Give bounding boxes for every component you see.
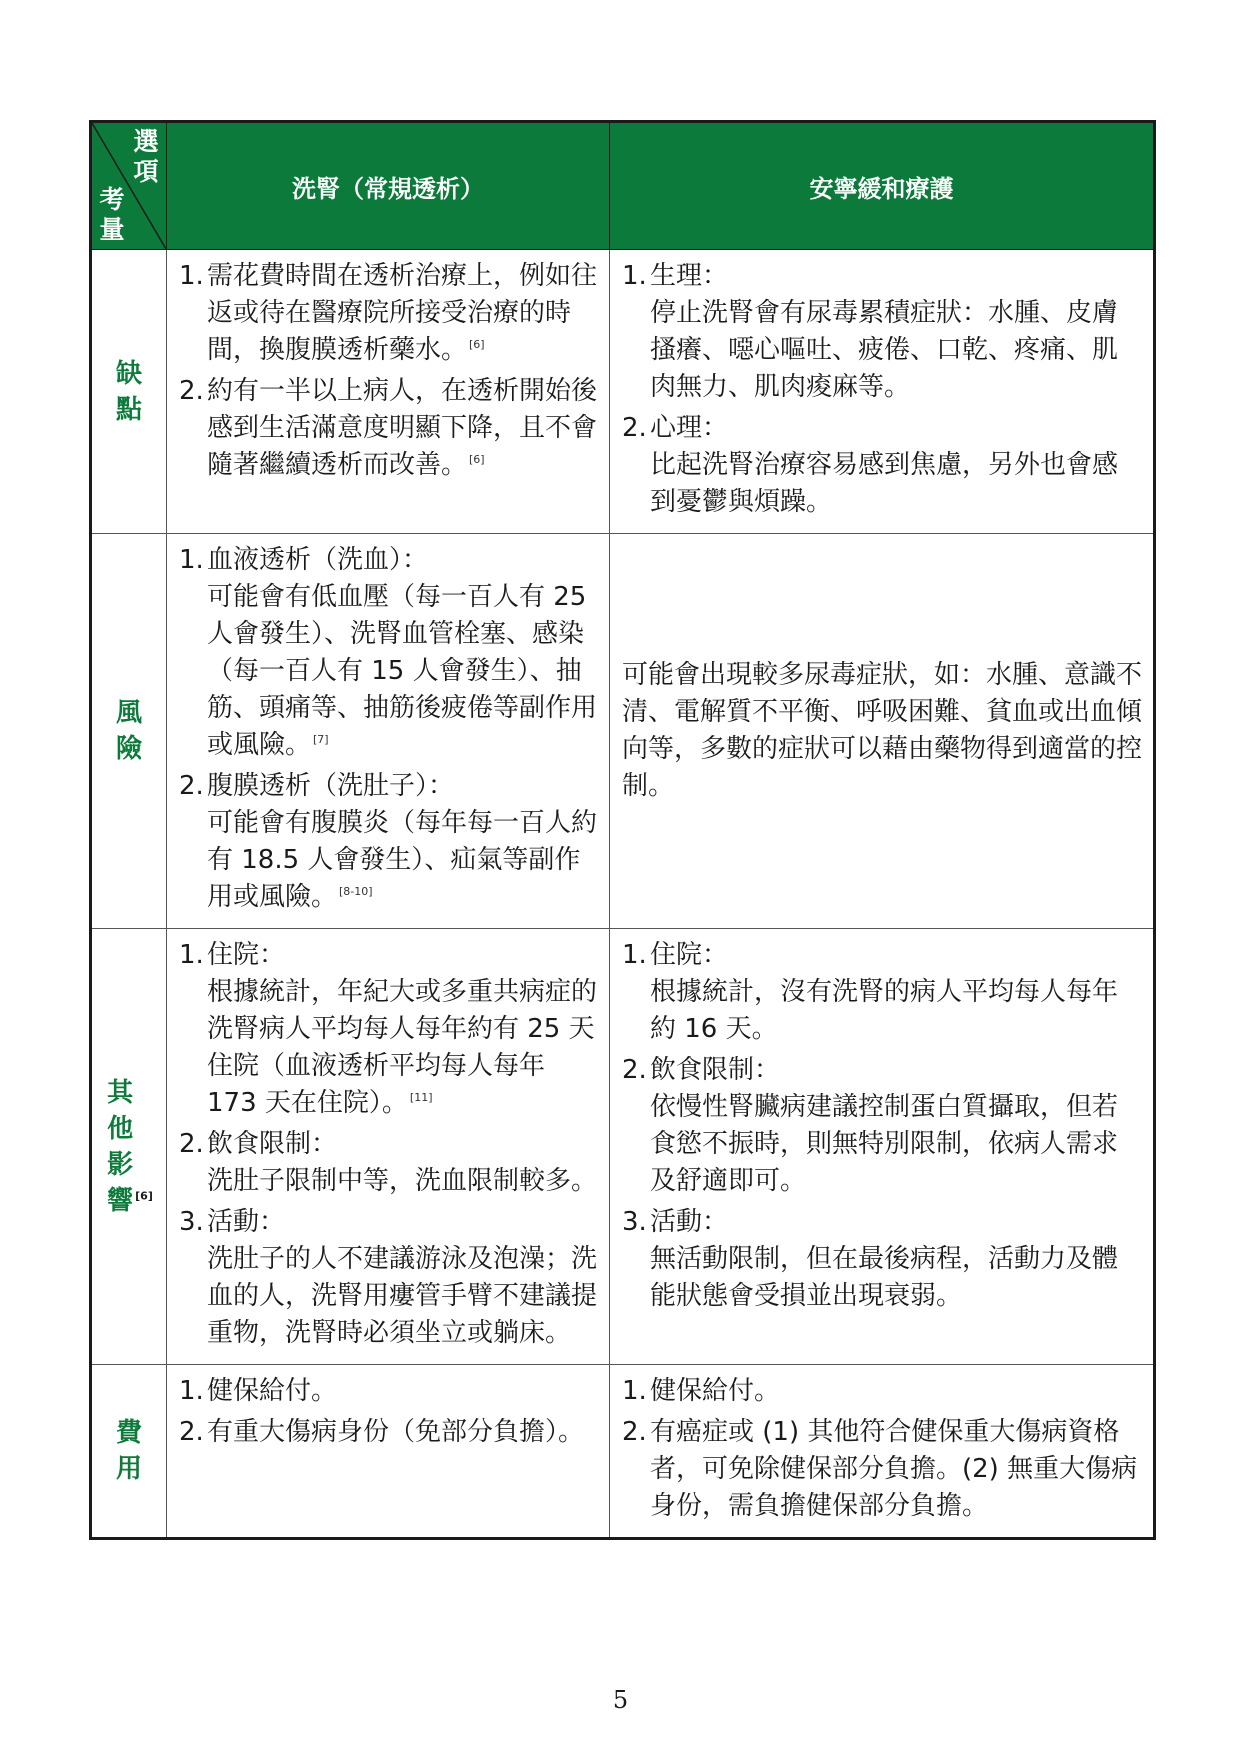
item-title: 飲食限制：: [207, 1129, 338, 1159]
table-row: [91, 534, 1155, 929]
row-label-cell: [91, 250, 167, 534]
item-title: 血液透析（洗血）：: [207, 545, 429, 575]
item-number: 3.: [622, 1207, 647, 1237]
item-text: 根據統計，年紀大或多重共病症的洗腎病人平均每人每年約有 25 天住院（血液透析平均每人每年 173 天在住院）。: [207, 977, 598, 1118]
item-text: 可能會有低血壓（每一百人有 25 人會發生）、洗腎血管栓塞、感染（每一百人有 15 人會發生）、抽筋、頭痛等、抽筋後疲倦等副作用或風險。: [207, 582, 598, 760]
item-text: 無活動限制，但在最後病程，活動力及體能狀態會受損並出現衰弱。: [650, 1244, 1119, 1311]
item-number: 2.: [622, 1417, 647, 1447]
item-text: 停止洗腎會有尿毒累積症狀：水腫、皮膚搔癢、噁心嘔吐、疲倦、口乾、疼痛、肌肉無力、肌肉痠麻等。: [650, 298, 1119, 402]
palliative-cell: [610, 929, 1155, 1365]
item-body: [207, 1126, 599, 1200]
list-item: [179, 1373, 599, 1410]
item-number: 2.: [179, 1129, 204, 1159]
item-body: [650, 410, 1143, 521]
list-item: [622, 1373, 1143, 1410]
citation: [8-10]: [339, 885, 373, 898]
item-number: 3.: [179, 1207, 204, 1237]
item-title: 健保給付。: [207, 1376, 338, 1406]
table-body: [91, 250, 1155, 1539]
page-number: 5: [612, 1686, 629, 1714]
list-item: [179, 373, 599, 484]
row-label: 費用: [115, 1418, 142, 1484]
table-row: [91, 250, 1155, 534]
citation: [6]: [469, 338, 485, 351]
palliative-cell: [610, 1365, 1155, 1539]
item-number: 1.: [622, 940, 647, 970]
row-label: 風險: [115, 698, 142, 764]
item-number: 1.: [179, 1376, 204, 1406]
item-body: [207, 1414, 599, 1451]
list-item: [622, 258, 1143, 406]
row-label-citation: [6]: [135, 1188, 153, 1202]
item-title: 生理：: [650, 261, 729, 291]
item-title: 有癌症或 (1) 其他符合健保重大傷病資格者，可免除健保部分負擔。(2) 無重大傷病身份，需負擔健保部分負擔。: [650, 1417, 1138, 1521]
item-number: 1.: [622, 1376, 647, 1406]
item-title: 住院：: [650, 940, 729, 970]
item-title: 健保給付。: [650, 1376, 781, 1406]
item-body: [650, 1204, 1143, 1315]
item-body: [650, 1052, 1143, 1200]
item-title: 有重大傷病身份（免部分負擔）。: [207, 1417, 585, 1447]
list-item: [622, 937, 1143, 1048]
dialysis-cell: [167, 250, 610, 534]
header-col-palliative: 安寧緩和療護: [610, 122, 1155, 250]
list-item: [179, 937, 599, 1122]
list-item: [179, 768, 599, 916]
item-number: 2.: [622, 1055, 647, 1085]
item-title: 活動：: [207, 1207, 286, 1237]
palliative-cell: [610, 250, 1155, 534]
corner-cell: [91, 122, 167, 250]
header-row: [91, 122, 1155, 250]
list-item: [622, 410, 1143, 521]
item-text: 可能會有腹膜炎（每年每一百人約有 18.5 人會發生）、疝氣等副作用或風險。: [207, 808, 598, 912]
item-text: 比起洗腎治療容易感到焦慮，另外也會感到憂鬱與煩躁。: [650, 450, 1119, 517]
dialysis-cell: [167, 929, 610, 1365]
row-label: 其他影響: [107, 1077, 134, 1216]
corner-top-label: 選項: [133, 127, 159, 186]
item-title: 活動：: [650, 1207, 729, 1237]
item-body: [207, 542, 599, 764]
list-item: [622, 1052, 1143, 1200]
item-number: 1.: [179, 940, 204, 970]
item-body: [207, 768, 599, 916]
list-item: [622, 1204, 1143, 1315]
list-item: [179, 542, 599, 764]
item-body: [650, 937, 1143, 1048]
item-title: 需花費時間在透析治療上，例如往返或待在醫療院所接受治療的時間，換腹膜透析藥水。: [207, 261, 598, 365]
item-number: 1.: [622, 261, 647, 291]
list-item: [179, 1204, 599, 1352]
item-text: 根據統計，沒有洗腎的病人平均每人每年約 16 天。: [650, 977, 1119, 1044]
table-row: [91, 929, 1155, 1365]
citation: [11]: [409, 1091, 433, 1104]
item-body: [650, 1373, 1143, 1410]
item-number: 2.: [179, 376, 204, 406]
dialysis-cell: [167, 534, 610, 929]
row-label-cell: [91, 1365, 167, 1539]
header-col-dialysis: 洗腎（常規透析）: [167, 122, 610, 250]
table-row: [91, 1365, 1155, 1539]
list-item: [622, 1414, 1143, 1525]
item-number: 1.: [179, 545, 204, 575]
cell-text: 可能會出現較多尿毒症狀，如：水腫、意識不清、電解質不平衡、呼吸困難、貧血或出血傾向等，多數的症狀可以藉由藥物得到適當的控制。: [622, 660, 1143, 801]
item-body: [207, 1204, 599, 1352]
dialysis-cell: [167, 1365, 610, 1539]
item-body: [207, 373, 599, 484]
item-body: [650, 258, 1143, 406]
item-title: 住院：: [207, 940, 286, 970]
item-body: [207, 937, 599, 1122]
item-title: 約有一半以上病人，在透析開始後感到生活滿意度明顯下降，且不會隨著繼續透析而改善。: [207, 376, 598, 480]
item-body: [207, 1373, 599, 1410]
citation: [7]: [313, 733, 329, 746]
item-number: 1.: [179, 261, 204, 291]
citation: [6]: [469, 453, 485, 466]
list-item: [179, 258, 599, 369]
item-text: 洗肚子限制中等，洗血限制較多。: [207, 1166, 598, 1196]
comparison-table: [89, 120, 1156, 1540]
list-item: [179, 1414, 599, 1451]
item-body: [650, 1414, 1143, 1525]
item-title: 心理：: [650, 413, 729, 443]
palliative-cell: [610, 534, 1155, 929]
item-number: 2.: [622, 413, 647, 443]
item-text: 依慢性腎臟病建議控制蛋白質攝取，但若食慾不振時，則無特別限制，依病人需求及舒適即可。: [650, 1092, 1119, 1196]
list-item: [179, 1126, 599, 1200]
row-label: 缺點: [115, 358, 142, 425]
item-title: 腹膜透析（洗肚子）：: [207, 771, 455, 801]
item-number: 2.: [179, 771, 204, 801]
item-body: [207, 258, 599, 369]
item-number: 2.: [179, 1417, 204, 1447]
item-text: 洗肚子的人不建議游泳及泡澡；洗血的人，洗腎用瘻管手臂不建議提重物，洗腎時必須坐立或躺床。: [207, 1244, 598, 1348]
item-title: 飲食限制：: [650, 1055, 781, 1085]
row-label-cell: [91, 534, 167, 929]
row-label-cell: [91, 929, 167, 1365]
corner-bottom-label: 考量: [99, 185, 125, 244]
